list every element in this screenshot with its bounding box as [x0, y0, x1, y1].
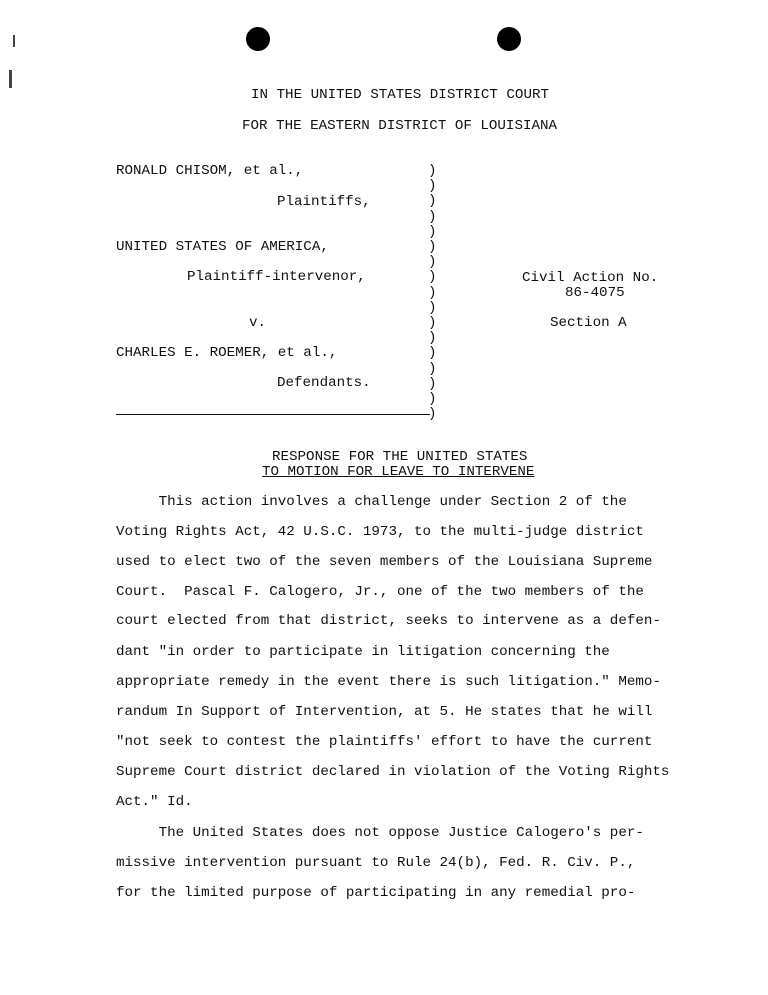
section-label: Section A	[550, 315, 627, 331]
body-line: for the limited purpose of participating in any remedial pro-	[116, 885, 636, 901]
plaintiff-intervenor-role: Plaintiff-intervenor,	[187, 269, 366, 285]
body-line: dant "in order to participate in litigation concerning the	[116, 644, 610, 660]
plaintiff-role: Plaintiffs,	[277, 194, 371, 210]
court-heading-line2: FOR THE EASTERN DISTRICT OF LOUISIANA	[242, 118, 558, 134]
body-line: randum In Support of Intervention, at 5. He states that he will	[116, 704, 653, 720]
caption-underline	[116, 414, 430, 415]
document-title-line1: RESPONSE FOR THE UNITED STATES	[272, 449, 528, 465]
body-line: appropriate remedy in the event there is such litigation." Memo-	[116, 674, 661, 690]
civil-action-label: Civil Action No.	[522, 270, 659, 286]
punch-hole-left	[246, 27, 270, 51]
body-line: Court. Pascal F. Calogero, Jr., one of the two members of the	[116, 584, 644, 600]
margin-mark	[13, 35, 15, 47]
margin-mark	[9, 70, 12, 88]
body-line: Act." Id.	[116, 794, 193, 810]
document-title-line2: TO MOTION FOR LEAVE TO INTERVENE	[262, 464, 535, 480]
body-line: missive intervention pursuant to Rule 24(b), Fed. R. Civ. P.,	[116, 855, 636, 871]
defendant-name: CHARLES E. ROEMER, et al.,	[116, 345, 338, 361]
body-line: used to elect two of the seven members of the Louisiana Supreme	[116, 554, 653, 570]
civil-action-number: 86-4075	[565, 285, 625, 301]
versus: v.	[249, 315, 267, 331]
body-line: Supreme Court district declared in violation of the Voting Rights	[116, 764, 670, 780]
body-line: This action involves a challenge under Section 2 of the	[116, 494, 627, 510]
body-line: court elected from that district, seeks to intervene as a defen-	[116, 613, 661, 629]
plaintiff-name: RONALD CHISOM, et al.,	[116, 163, 304, 179]
court-heading-line1: IN THE UNITED STATES DISTRICT COURT	[251, 87, 549, 103]
body-line: Voting Rights Act, 42 U.S.C. 1973, to the multi-judge district	[116, 524, 644, 540]
body-line: "not seek to contest the plaintiffs' effort to have the current	[116, 734, 653, 750]
plaintiff-intervenor-name: UNITED STATES OF AMERICA,	[116, 239, 329, 255]
defendant-role: Defendants.	[277, 375, 371, 391]
caption-paren-column: ) ) ) ) ) ) ) ) ) ) ) ) ) ) ) ) )	[428, 163, 437, 423]
body-line: The United States does not oppose Justice Calogero's per-	[116, 825, 644, 841]
punch-hole-right	[497, 27, 521, 51]
